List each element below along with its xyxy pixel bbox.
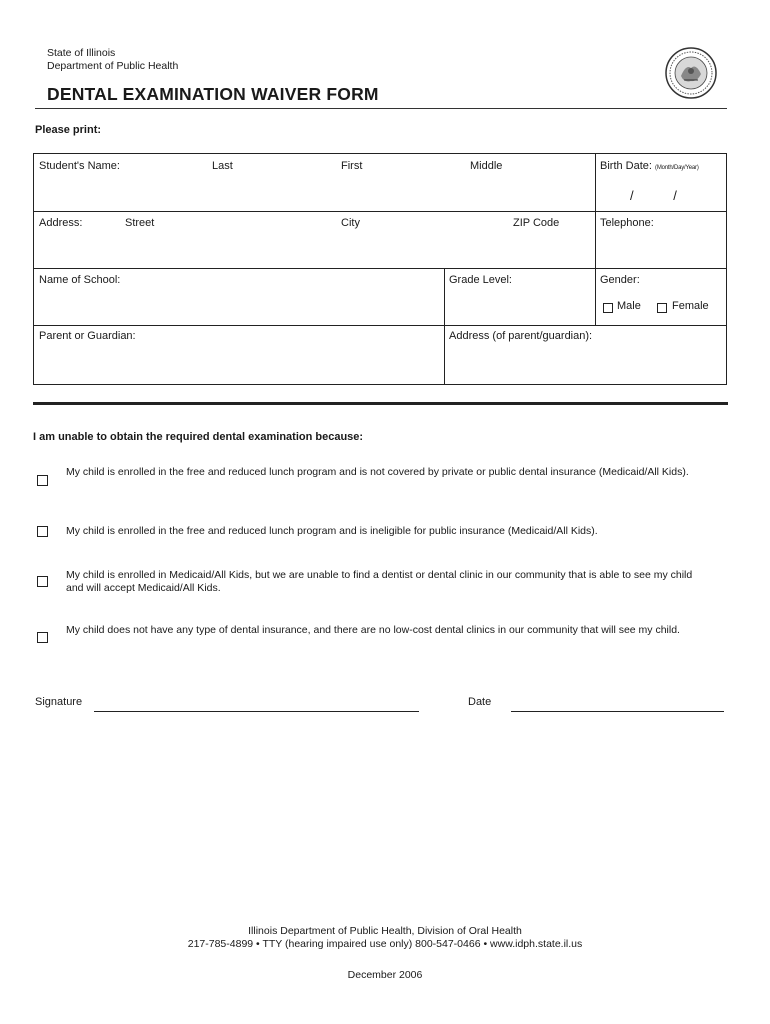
male-label: Male <box>617 300 641 312</box>
zip-code-label: ZIP Code <box>513 217 560 229</box>
date-line[interactable] <box>511 711 724 712</box>
reason-text-1: My child is enrolled in the free and reduced lunch program and is not covered by private or public dental insurance (Medicaid/All Kids). <box>66 466 689 478</box>
reason-text-3: My child is enrolled in Medicaid/All Kids, but we are unable to find a dentist or dental clinic in our community that is able to see my child and will accept Medicaid/All Kids. <box>66 569 693 594</box>
reason-text-4: My child does not have any type of dental insurance, and there are no low-cost dental clinics in our community that will see my child. <box>66 624 680 636</box>
column-divider <box>595 154 596 268</box>
reasons-heading: I am unable to obtain the required dental examination because: <box>33 431 364 443</box>
department-name: Department of Public Health <box>47 60 179 72</box>
column-divider <box>595 268 596 325</box>
section-divider <box>33 402 728 405</box>
parent-guardian-label: Parent or Guardian: <box>39 330 136 342</box>
form-title: DENTAL EXAMINATION WAIVER FORM <box>47 84 379 104</box>
birth-date-slashes: / / <box>630 188 695 203</box>
middle-name-label: Middle <box>470 160 503 172</box>
footer-date: December 2006 <box>347 969 423 981</box>
footer-contact: 217-785-4899 • TTY (hearing impaired use only) 800-547-0466 • www.idph.state.il.us <box>187 938 583 950</box>
reason-checkbox-3[interactable] <box>37 576 48 587</box>
signature-label: Signature <box>35 696 83 708</box>
last-name-label: Last <box>212 160 233 172</box>
student-info-grid <box>33 153 727 385</box>
first-name-label: First <box>341 160 363 172</box>
birth-date-text: Birth Date: <box>600 160 652 172</box>
reason-checkbox-4[interactable] <box>37 632 48 643</box>
female-label: Female <box>672 300 709 312</box>
school-name-label: Name of School: <box>39 274 121 286</box>
birth-date-label <box>600 160 699 172</box>
reason-checkbox-1[interactable] <box>37 475 48 486</box>
row-divider <box>34 268 726 269</box>
students-name-label: Student's Name: <box>39 160 120 172</box>
row-divider <box>34 325 726 326</box>
date-label: Date <box>468 696 492 708</box>
column-divider <box>444 268 445 385</box>
state-name: State of Illinois <box>47 47 116 59</box>
female-checkbox[interactable] <box>657 303 667 313</box>
parent-address-label: Address (of parent/guardian): <box>449 330 593 342</box>
signature-line[interactable] <box>94 711 419 712</box>
title-divider <box>35 108 727 109</box>
city-label: City <box>341 217 360 229</box>
state-seal-icon <box>664 46 718 100</box>
please-print-label: Please print: <box>35 124 102 136</box>
grade-level-label: Grade Level: <box>449 274 512 286</box>
street-label: Street <box>125 217 155 229</box>
birth-date-format: (Month/Day/Year) <box>655 165 699 171</box>
row-divider <box>34 211 726 212</box>
footer-division: Illinois Department of Public Health, Division of Oral Health <box>248 925 522 937</box>
gender-label: Gender: <box>600 274 640 286</box>
telephone-label: Telephone: <box>600 217 654 229</box>
address-label: Address: <box>39 217 83 229</box>
male-checkbox[interactable] <box>603 303 613 313</box>
reason-text-2: My child is enrolled in the free and reduced lunch program and is ineligible for public insurance (Medicaid/All Kids). <box>66 525 598 537</box>
reason-checkbox-2[interactable] <box>37 526 48 537</box>
agency-block <box>47 47 178 73</box>
